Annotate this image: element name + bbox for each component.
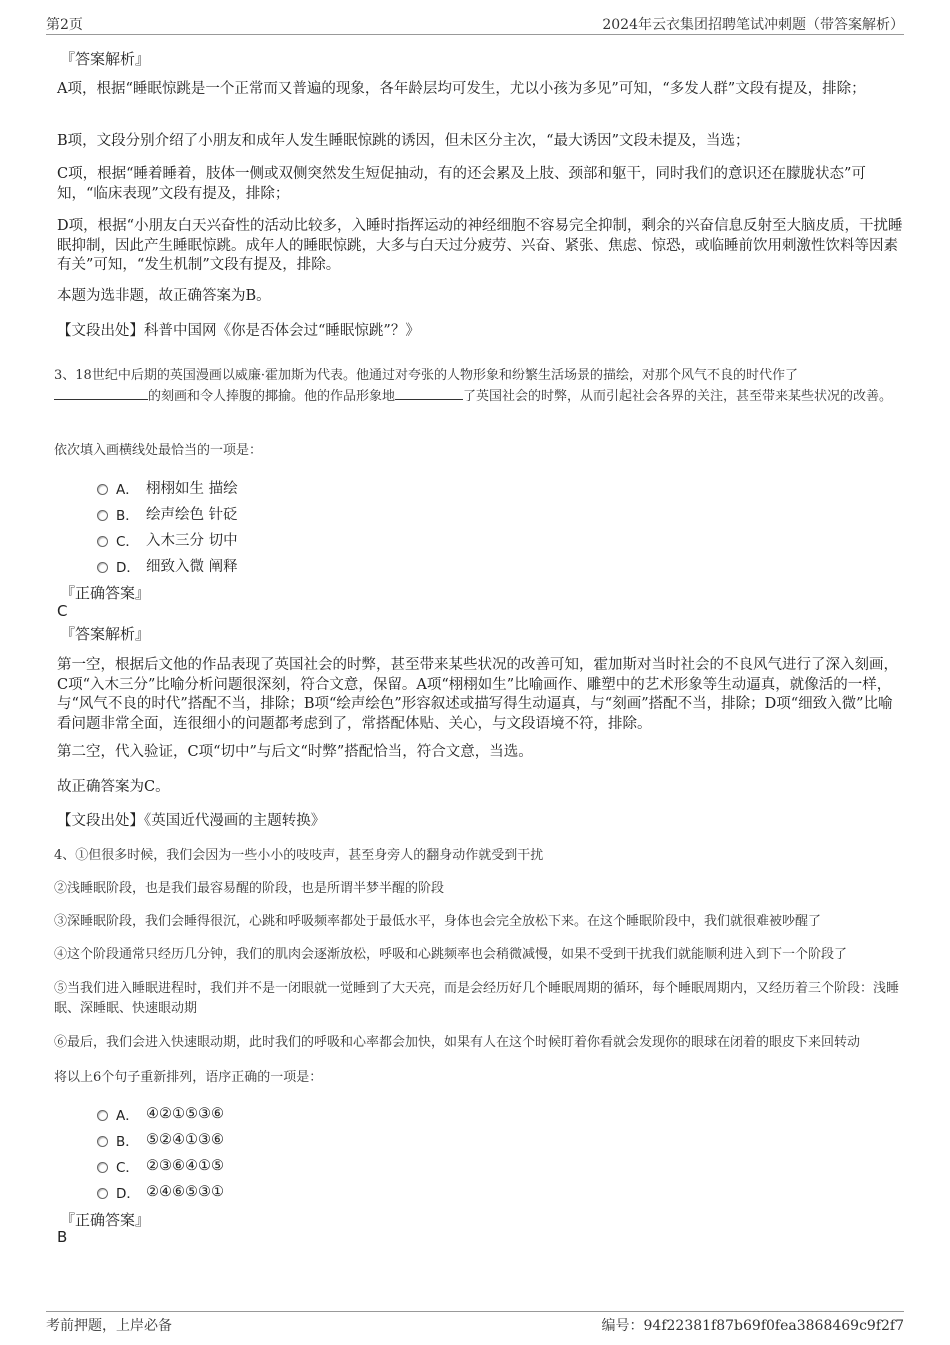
- q3-stem-part1: 3、18世纪中后期的英国漫画以威廉·霍加斯为代表。他通过对夸张的人物形象和纷繁生活场景的描绘，对那个风气不良的时代作了: [54, 368, 798, 383]
- q3-prompt: 依次填入画横线处最恰当的一项是：: [54, 443, 263, 458]
- q3-option-d[interactable]: D． 细致入微 阐释: [97, 555, 238, 576]
- footer-slogan: 考前押题，上岸必备: [46, 1318, 172, 1334]
- q3-answer: C: [57, 602, 68, 620]
- q3-blank-2: [395, 386, 463, 400]
- q2-analysis-label: 『答案解析』: [60, 50, 151, 68]
- q4-sentence-1: 4、①但很多时候，我们会因为一些小小的吱吱声，甚至身旁人的翻身动作就受到干扰: [54, 848, 544, 863]
- q4-answer: B: [57, 1228, 68, 1246]
- q4-option-c[interactable]: C． ②③⑥④①⑤: [97, 1156, 224, 1176]
- page-number: 第2页: [46, 17, 83, 33]
- q4-option-d[interactable]: D． ②④⑥⑤③①: [97, 1182, 224, 1202]
- q2-source: 【文段出处】科普中国网《你是否体会过“睡眠惊跳”？》: [57, 323, 420, 339]
- radio-icon[interactable]: [97, 536, 108, 547]
- radio-icon[interactable]: [97, 1188, 108, 1199]
- q3-analysis-label: 『答案解析』: [60, 625, 151, 643]
- q3-option-a[interactable]: A． 栩栩如生 描绘: [97, 477, 238, 498]
- radio-icon[interactable]: [97, 562, 108, 573]
- q3-analysis-1: 第一空，根据后文他的作品表现了英国社会的时弊，甚至带来某些状况的改善可知，霍加斯对当时社会的不良风气进行了深入刻画，C项“入木三分”比喻分析问题很深刻，符合文意，保留。A项“栩栩如生”比喻画作、雕塑中的艺术形象等生动逼真，就像活的一样，与“风气不良的时代”搭配不当，排除；B项“绘声绘色”形容叙述或描写得生动逼真，与“刻画”搭配不当，排除；D项“细致入微”比喻看问题非常全面，连很细小的问题都考虑到了，常搭配体贴、关心，与文段语境不符，排除。: [57, 657, 898, 732]
- page-footer: [46, 1311, 904, 1337]
- q4-prompt: 将以上6个句子重新排列，语序正确的一项是：: [54, 1070, 323, 1085]
- page-header: [46, 14, 904, 35]
- radio-icon[interactable]: [97, 484, 108, 495]
- q3-source: 【文段出处】《英国近代漫画的主题转换》: [57, 813, 326, 829]
- q3-analysis-2: 第二空，代入验证，C项“切中”与后文“时弊”搭配恰当，符合文意，当选。: [57, 744, 533, 760]
- radio-icon[interactable]: [97, 1110, 108, 1121]
- q2-analysis-d: D项，根据“小朋友白天兴奋性的活动比较多，入睡时指挥运动的神经细胞不容易完全抑制，剩余的兴奋信息反射至大脑皮质，干扰睡眠抑制，因此产生睡眠惊跳。成年人的睡眠惊跳，大多与白天过分疲劳、兴奋、紧张、焦虑、惊恐，或临睡前饮用刺激性饮料等因素有关”可知，“发生机制”文段有提及，排除。: [57, 218, 903, 273]
- q2-analysis-b: B项，文段分别介绍了小朋友和成年人发生睡眠惊跳的诱因，但未区分主次，“最大诱因”文段未提及，当选；: [57, 133, 750, 149]
- document-title: 2024年云衣集团招聘笔试冲刺题（带答案解析）: [602, 17, 904, 33]
- q4-sentence-5: ⑤当我们进入睡眠进程时，我们并不是一闭眼就一觉睡到了大天亮，而是会经历好几个睡眠周期的循环，每个睡眠周期内，又经历着三个阶段：浅睡眠、深睡眠、快速眼动期: [54, 981, 900, 1016]
- q2-analysis-a: A项，根据“睡眠惊跳是一个正常而又普遍的现象，各年龄层均可发生，尤以小孩为多见”可知，“多发人群”文段有提及，排除；: [57, 81, 866, 97]
- q3-option-c[interactable]: C． 入木三分 切中: [97, 529, 238, 550]
- q3-conclusion: 故正确答案为C。: [57, 779, 170, 795]
- q4-sentence-2: ②浅睡眠阶段，也是我们最容易醒的阶段，也是所谓半梦半醒的阶段: [54, 881, 445, 896]
- q3-answer-label: 『正确答案』: [60, 584, 151, 602]
- q4-sentence-6: ⑥最后，我们会进入快速眼动期，此时我们的呼吸和心率都会加快，如果有人在这个时候盯着你看就会发现你的眼球在闭着的眼皮下来回转动: [54, 1035, 861, 1050]
- q2-analysis-c: C项，根据“睡着睡着，肢体一侧或双侧突然发生短促抽动，有的还会累及上肢、颈部和躯干，同时我们的意识还在朦胧状态”可知，“临床表现”文段有提及，排除；: [57, 166, 866, 202]
- q4-sentence-4: ④这个阶段通常只经历几分钟，我们的肌肉会逐渐放松，呼吸和心跳频率也会稍微减慢，如果不受到干扰我们就能顺利进入到下一个阶段了: [54, 947, 848, 962]
- document-code: 编号：94f22381f87b69f0fea3868469c9f2f7: [601, 1318, 904, 1334]
- q3-blank-1: [54, 386, 148, 400]
- q3-option-b[interactable]: B． 绘声绘色 针砭: [97, 503, 238, 524]
- q4-answer-label: 『正确答案』: [60, 1211, 151, 1229]
- q4-option-b[interactable]: B． ⑤②④①③⑥: [97, 1130, 224, 1150]
- q2-conclusion: 本题为选非题，故正确答案为B。: [57, 288, 271, 304]
- q3-stem: [54, 366, 900, 407]
- radio-icon[interactable]: [97, 510, 108, 521]
- q4-option-a[interactable]: A． ④②①⑤③⑥: [97, 1104, 224, 1124]
- q4-sentence-3: ③深睡眠阶段，我们会睡得很沉，心跳和呼吸频率都处于最低水平，身体也会完全放松下来。在这个睡眠阶段中，我们就很难被吵醒了: [54, 914, 822, 929]
- radio-icon[interactable]: [97, 1162, 108, 1173]
- radio-icon[interactable]: [97, 1136, 108, 1147]
- q3-stem-part2: 的刻画和令人捧腹的揶揄。他的作品形象地: [148, 389, 396, 404]
- q3-stem-part3: 了英国社会的时弊，从而引起社会各界的关注，甚至带来某些状况的改善。: [463, 389, 893, 404]
